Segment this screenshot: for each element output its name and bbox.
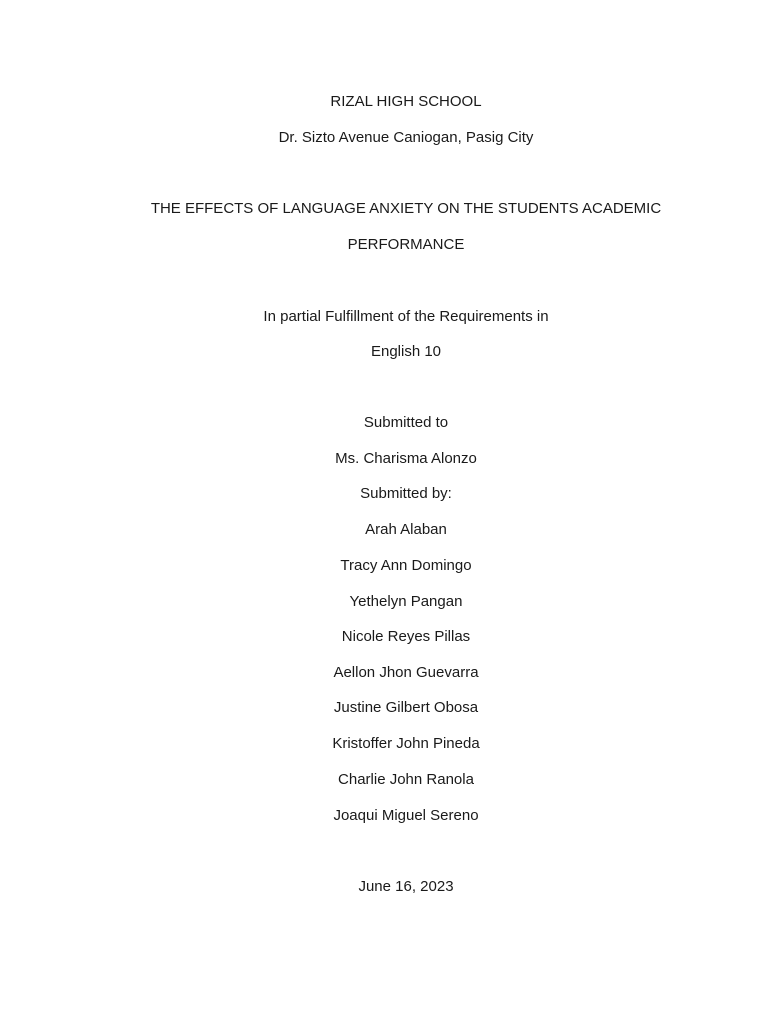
author-name: Justine Gilbert Obosa [333, 699, 479, 716]
author-name: Yethelyn Pangan [349, 593, 463, 610]
research-title-line-1: THE EFFECTS OF LANGUAGE ANXIETY ON THE STUDENTS ACADEMIC [150, 200, 662, 217]
submitted-to-label: Submitted to [363, 414, 449, 431]
subject-name: English 10 [370, 343, 442, 360]
author-name: Kristoffer John Pineda [332, 735, 480, 752]
submission-date: June 16, 2023 [358, 878, 454, 895]
research-title-line-2: PERFORMANCE [347, 236, 465, 253]
teacher-name: Ms. Charisma Alonzo [335, 450, 477, 467]
author-name: Tracy Ann Domingo [340, 557, 472, 574]
author-name: Aellon Jhon Guevarra [333, 664, 479, 681]
author-name: Charlie John Ranola [338, 771, 474, 788]
submitted-by-label: Submitted by: [360, 485, 452, 502]
school-name: RIZAL HIGH SCHOOL [330, 93, 482, 110]
school-address: Dr. Sizto Avenue Caniogan, Pasig City [278, 129, 534, 146]
author-name: Joaqui Miguel Sereno [333, 807, 479, 824]
author-name: Arah Alaban [365, 521, 447, 538]
fulfillment-statement: In partial Fulfillment of the Requirements in [263, 308, 549, 325]
author-name: Nicole Reyes Pillas [341, 628, 471, 645]
